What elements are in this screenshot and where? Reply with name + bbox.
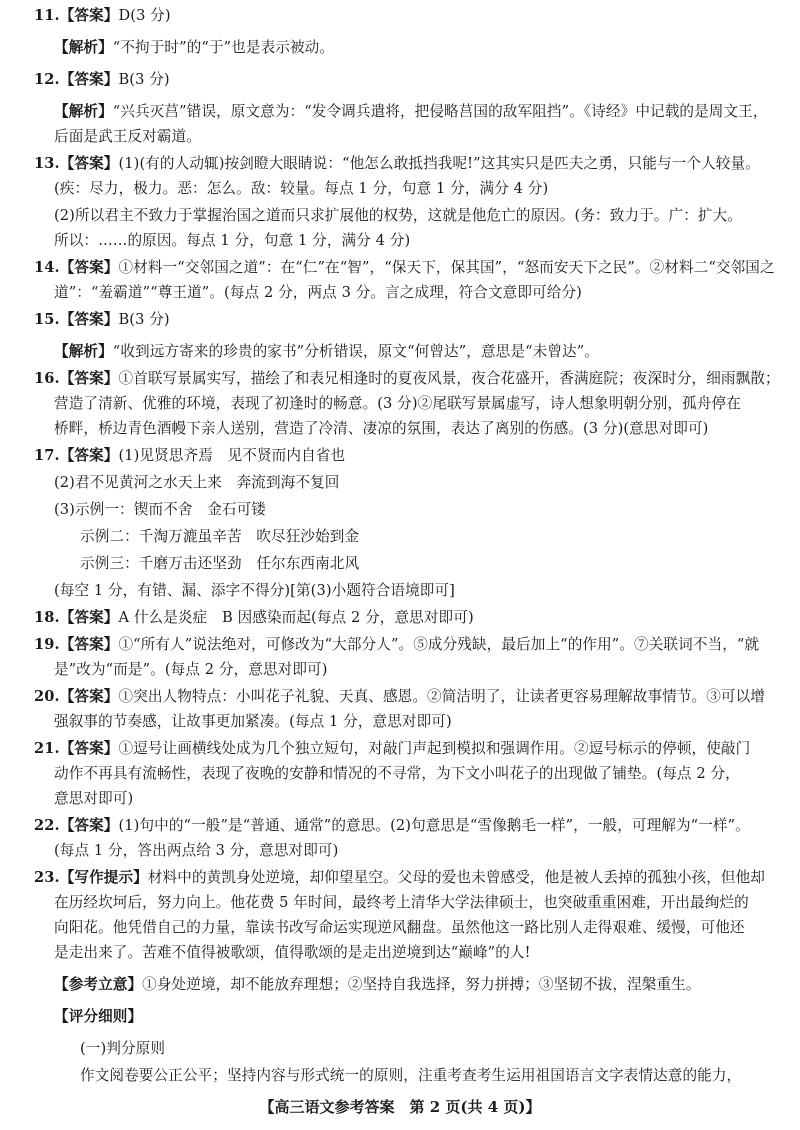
answer-text: ①身处逆境，却不能放弃理想；②坚持自我选择，努力拼搏；③坚韧不拔，涅槃重生。 bbox=[142, 976, 701, 993]
text-line bbox=[54, 943, 531, 963]
text-line bbox=[34, 608, 474, 628]
text-line bbox=[80, 1039, 165, 1059]
section-label: 16.【答案】 bbox=[34, 370, 119, 387]
answer-text: 营造了清新、优雅的环境，表现了初逢时的畅意。(3 分)②尾联写景属虚写，诗人想象明朝分别，孤舟停在 bbox=[54, 395, 741, 412]
answer-text: 在历经坎坷后，努力向上。他花费 5 年时间，最终考上清华大学法律硕士，也突破重重困难，开出最绚烂的 bbox=[54, 894, 749, 911]
text-line bbox=[54, 1007, 142, 1027]
text-line bbox=[34, 369, 780, 389]
answer-text: (1)句中的“一般”是“普通、通常”的意思。(2)句意思是“雪像鹅毛一样”，一般，可理解为“一样”。 bbox=[118, 817, 750, 834]
section-label: 20.【答案】 bbox=[34, 688, 119, 705]
text-line bbox=[34, 687, 765, 707]
text-line bbox=[54, 179, 548, 199]
text-line bbox=[54, 893, 749, 913]
text-line bbox=[34, 635, 759, 655]
section-label: 【解析】 bbox=[54, 103, 113, 120]
answer-text: (疾：尽力，极力。恶：怎么。敌：较量。每点 1 分，句意 1 分，满分 4 分) bbox=[54, 180, 549, 197]
text-line bbox=[34, 6, 171, 26]
text-line bbox=[54, 841, 338, 861]
text-line bbox=[34, 816, 750, 836]
answer-text: ①首联写景属实写，描绘了和表兄相逢时的夏夜风景，夜合花盛开，香满庭院；夜深时分，细雨飘散； bbox=[118, 370, 780, 387]
answer-text: (2)所以君主不致力于掌握治国之道而只求扩展他的权势，这就是他危亡的原因。(务：致力于。广：扩大。 bbox=[54, 207, 742, 224]
text-line bbox=[54, 394, 741, 414]
section-label: 21.【答案】 bbox=[34, 740, 119, 757]
answer-text: B(3 分) bbox=[118, 311, 170, 328]
text-line bbox=[34, 868, 765, 888]
section-label: 【解析】 bbox=[54, 343, 113, 360]
text-line bbox=[54, 38, 334, 58]
text-line bbox=[54, 764, 740, 784]
text-line bbox=[34, 154, 760, 174]
answer-text: (2)君不见黄河之水天上来 奔流到海不复回 bbox=[54, 474, 340, 491]
text-line bbox=[34, 70, 170, 90]
text-line bbox=[54, 918, 745, 938]
answer-text: B(3 分) bbox=[118, 71, 170, 88]
text-line bbox=[54, 231, 410, 251]
text-line bbox=[54, 712, 452, 732]
answer-text: 后面是武王反对霸道。 bbox=[54, 128, 201, 145]
text-line bbox=[54, 283, 582, 303]
text-line bbox=[54, 127, 201, 147]
section-label: 【解析】 bbox=[54, 39, 113, 56]
text-line bbox=[80, 554, 359, 574]
answer-text: 意思对即可) bbox=[54, 790, 134, 807]
text-line bbox=[34, 258, 775, 278]
answer-text: 向阳花。他凭借自己的力量，靠读书改写命运实现逆风翻盘。虽然他这一路比别人走得艰难、缓慢，可他还 bbox=[54, 919, 745, 936]
text-line bbox=[34, 310, 170, 330]
section-label: 13.【答案】 bbox=[34, 155, 119, 172]
answer-text: 作文阅卷要公正公平；坚持内容与形式统一的原则，注重考查考生运用祖国语言文字表情达意的能力， bbox=[80, 1067, 742, 1084]
text-line bbox=[54, 500, 266, 520]
section-label: 17.【答案】 bbox=[34, 447, 119, 464]
answer-text: ①材料一“交邻国之道”：在“仁”在“智”，“保天下，保其国”，“怒而安天下之民”。②材料二“交邻国之 bbox=[118, 259, 775, 276]
text-line bbox=[80, 527, 359, 547]
answer-text: 是”改为“而是”。(每点 2 分，意思对即可) bbox=[54, 661, 328, 678]
answer-text: ①“所有人”说法绝对，可修改为“大部分人”。⑤成分残缺，最后加上“的作用”。⑦关联词不当，“就 bbox=[118, 636, 760, 653]
answer-text: “收到远方寄来的珍贵的家书”分析错误，原文“何曾达”，意思是“未曾达”。 bbox=[112, 343, 599, 360]
text-line bbox=[54, 473, 339, 493]
answer-text: (每空 1 分，有错、漏、添字不得分)[第(3)小题符合语境即可] bbox=[54, 582, 455, 599]
text-line bbox=[54, 342, 599, 362]
answer-text: (每点 1 分，答出两点给 3 分，意思对即可) bbox=[54, 842, 339, 859]
section-label: 22.【答案】 bbox=[34, 817, 119, 834]
answer-text: A 什么是炎症 B 因感染而起(每点 2 分，意思对即可) bbox=[118, 609, 474, 626]
section-label: 18.【答案】 bbox=[34, 609, 119, 626]
answer-text: 强叙事的节奏感，让故事更加紧凑。(每点 1 分，意思对即可) bbox=[54, 713, 452, 730]
answer-text: 道”：“羞霸道”“尊王道”。(每点 2 分，两点 3 分。言之成理，符合文意即可给分) bbox=[54, 284, 582, 301]
section-label: 15.【答案】 bbox=[34, 311, 119, 328]
section-label: 23.【写作提示】 bbox=[34, 869, 148, 886]
answer-text: 所以：……的原因。每点 1 分，句意 1 分，满分 4 分) bbox=[54, 232, 411, 249]
answer-text: 示例三：千磨万击还坚劲 任尔东西南北风 bbox=[80, 555, 360, 572]
answer-text: (1)见贤思齐焉 见不贤而内自省也 bbox=[118, 447, 346, 464]
text-line bbox=[54, 975, 701, 995]
section-label: 11.【答案】 bbox=[34, 7, 119, 24]
text-line bbox=[54, 789, 133, 809]
text-line bbox=[54, 206, 742, 226]
answer-text: (一)判分原则 bbox=[80, 1040, 166, 1057]
answer-text: 材料中的黄凯身处逆境，却仰望星空。父母的爱也未曾感受，他是被人丢掉的孤独小孩，但他却 bbox=[147, 869, 766, 886]
answer-text: “不拘于时”的“于”也是表示被动。 bbox=[112, 39, 335, 56]
text-line bbox=[54, 419, 708, 439]
answer-text: ①突出人物特点：小叫花子礼貌、天真、感恩。②简洁明了，让读者更容易理解故事情节。③可以增 bbox=[118, 688, 765, 705]
answer-text: 示例二：千淘万漉虽辛苦 吹尽狂沙始到金 bbox=[80, 528, 360, 545]
text-line bbox=[34, 446, 345, 466]
answer-text: ①逗号让画横线处成为几个独立短句，对敲门声起到模拟和强调作用。②逗号标示的停顿，使敲门 bbox=[118, 740, 751, 757]
text-line bbox=[34, 739, 750, 759]
section-label: 【评分细则】 bbox=[54, 1008, 143, 1025]
section-label: 19.【答案】 bbox=[34, 636, 119, 653]
page-footer: 【高三语文参考答案 第 2 页(共 4 页)】 bbox=[259, 1098, 541, 1116]
answer-text: (1)(有的人动辄)按剑瞪大眼睛说：“他怎么敢抵挡我呢!”这其实只是匹夫之勇，只能与一个人较量。 bbox=[118, 155, 760, 172]
answer-text: 动作不再具有流畅性，表现了夜晚的安静和情况的不寻常，为下文小叫花子的出现做了铺垫。(每点 2 分， bbox=[54, 765, 740, 782]
text-line bbox=[54, 102, 768, 122]
section-label: 14.【答案】 bbox=[34, 259, 119, 276]
answer-text: (3)示例一：锲而不舍 金石可镂 bbox=[54, 501, 266, 518]
answer-text: 是走出来了。苦难不值得被歌颂，值得歌颂的是走出逆境到达“巅峰”的人! bbox=[54, 944, 531, 961]
answer-text: 桥畔，桥边青色酒幔下亲人送别，营造了冷清、凄凉的氛围，表达了离别的伤感。(3 分)(意思对即可) bbox=[54, 420, 709, 437]
text-line bbox=[54, 581, 455, 601]
section-label: 【参考立意】 bbox=[54, 976, 143, 993]
answer-text: “兴兵灭莒”错误，原文意为：“发令调兵遣将，把侵略莒国的敌军阻挡”。《诗经》中记载的是周文王， bbox=[112, 103, 768, 120]
text-line bbox=[54, 660, 328, 680]
section-label: 12.【答案】 bbox=[34, 71, 119, 88]
answer-text: D(3 分) bbox=[118, 7, 171, 24]
text-line bbox=[80, 1066, 741, 1086]
